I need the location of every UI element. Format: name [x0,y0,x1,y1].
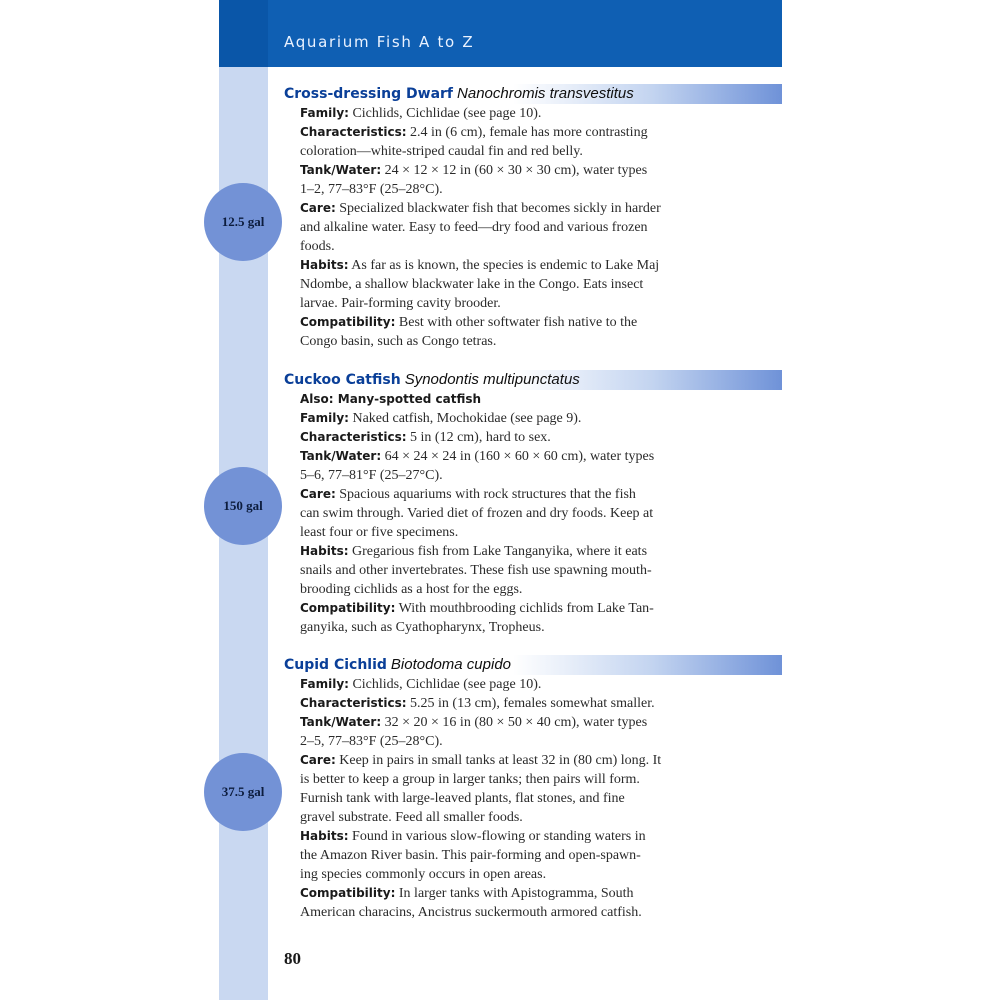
habits-line: the Amazon River basin. This pair-forming and open-spawn- [300,848,641,863]
characteristics-text: 2.4 in (6 cm), female has more contrasting [410,125,648,140]
tank-text: 24 × 12 × 12 in (60 × 30 × 30 cm), water types [384,163,648,178]
care-line [300,485,730,504]
care-text: Specialized blackwater fish that becomes sickly in harder [339,201,661,216]
care-text: Spacious aquariums with rock structures that the fish [339,487,636,502]
care-line: least four or five specimens. [300,525,459,540]
compatibility-text: Best with other softwater fish native to the [398,315,638,330]
scientific-name: Nanochromis transvestitus [457,85,634,102]
compatibility-line: Congo basin, such as Congo tetras. [300,334,497,349]
characteristics-label: Characteristics: [300,430,407,444]
also-known-as: Also: Many-spotted catfish [300,392,482,406]
compatibility-label: Compatibility: [300,601,396,615]
characteristics-line [300,123,730,142]
family-label: Family: [300,677,349,691]
common-name: Cross-dressing Dwarf [284,86,454,102]
tank-size-badge: 12.5 gal [204,183,282,261]
scientific-name: Biotodoma cupido [390,656,512,673]
running-header: Aquarium Fish A to Z [284,33,475,51]
tank-line [300,161,730,180]
tank-size-badge: 150 gal [204,467,282,545]
care-line [300,199,730,218]
characteristics-line [300,428,730,447]
entry-title [284,655,511,675]
family-text: Naked catfish, Mochokidae (see page 9). [352,411,582,426]
entry-title-bar [284,84,782,104]
scientific-name: Synodontis multipunctatus [404,371,580,388]
family-label: Family: [300,411,349,425]
tank-text: 64 × 24 × 24 in (160 × 60 × 60 cm), water types [384,449,655,464]
family-text: Cichlids, Cichlidae (see page 10). [352,677,542,692]
care-line: is better to keep a group in larger tanks; then pairs will form. [300,772,640,787]
characteristics-text: 5.25 in (13 cm), females somewhat smaller. [410,696,655,711]
compatibility-label: Compatibility: [300,315,396,329]
fish-entry-cuckoo-catfish [284,370,782,637]
tank-line [300,713,730,732]
fish-entry-cross-dressing-dwarf [284,84,782,351]
habits-label: Habits: [300,829,349,843]
habits-line: brooding cichlids as a host for the eggs. [300,582,523,597]
habits-line: snails and other invertebrates. These fish use spawning mouth- [300,563,652,578]
habits-text: Found in various slow-flowing or standing waters in [352,829,646,844]
family-line [300,409,730,428]
family-line [300,104,730,123]
characteristics-line [300,694,730,713]
entry-title [284,84,634,104]
fish-entry-cupid-cichlid [284,655,782,922]
habits-label: Habits: [300,544,349,558]
entry-title-bar [284,370,782,390]
care-text: Keep in pairs in small tanks at least 32 in (80 cm) long. It [339,753,662,768]
characteristics-label: Characteristics: [300,696,407,710]
entry-title [284,370,580,390]
habits-label: Habits: [300,258,349,272]
characteristics-line: coloration—white-striped caudal fin and red belly. [300,144,583,159]
compatibility-label: Compatibility: [300,886,396,900]
tank-line: 5–6, 77–81°F (25–27°C). [300,468,443,483]
habits-line: Ndombe, a shallow blackwater lake in the Congo. Eats insect [300,277,644,292]
family-text: Cichlids, Cichlidae (see page 10). [352,106,542,121]
tank-line: 2–5, 77–83°F (25–28°C). [300,734,443,749]
tank-size-badge: 37.5 gal [204,753,282,831]
entry-body [300,675,730,922]
compatibility-line: ganyika, such as Cyathopharynx, Tropheus. [300,620,545,635]
compatibility-text: With mouthbrooding cichlids from Lake Tan- [398,601,654,616]
care-line: gravel substrate. Feed all smaller foods. [300,810,523,825]
tank-line [300,447,730,466]
care-label: Care: [300,753,336,767]
care-line: Furnish tank with large-leaved plants, flat stones, and fine [300,791,625,806]
habits-text: Gregarious fish from Lake Tanganyika, where it eats [352,544,648,559]
care-line: foods. [300,239,335,254]
tank-text: 32 × 20 × 16 in (80 × 50 × 40 cm), water types [384,715,648,730]
common-name: Cuckoo Catfish [284,372,401,388]
compatibility-line [300,313,730,332]
tank-label: Tank/Water: [300,449,382,463]
tank-line: 1–2, 77–83°F (25–28°C). [300,182,443,197]
tank-label: Tank/Water: [300,715,382,729]
habits-line [300,827,730,846]
care-label: Care: [300,487,336,501]
care-label: Care: [300,201,336,215]
entry-body [300,390,730,637]
characteristics-text: 5 in (12 cm), hard to sex. [410,430,551,445]
header-corner-block [219,0,268,67]
habits-line [300,256,730,275]
compatibility-line [300,884,730,903]
family-label: Family: [300,106,349,120]
habits-line: larvae. Pair-forming cavity brooder. [300,296,501,311]
common-name: Cupid Cichlid [284,657,387,673]
habits-line: ing species commonly occurs in open areas. [300,867,547,882]
compatibility-line [300,599,730,618]
compatibility-line: American characins, Ancistrus suckermouth armored catfish. [300,905,642,920]
care-line: and alkaline water. Easy to feed—dry food and various frozen [300,220,648,235]
family-line [300,675,730,694]
entry-body [300,104,730,351]
entry-title-bar [284,655,782,675]
characteristics-label: Characteristics: [300,125,407,139]
tank-label: Tank/Water: [300,163,382,177]
habits-text: As far as is known, the species is endemic to Lake Maj [351,258,660,273]
care-line [300,751,730,770]
care-line: can swim through. Varied diet of frozen and dry foods. Keep at [300,506,654,521]
page-number: 80 [284,949,301,968]
habits-line [300,542,730,561]
compatibility-text: In larger tanks with Apistogramma, South [398,886,634,901]
